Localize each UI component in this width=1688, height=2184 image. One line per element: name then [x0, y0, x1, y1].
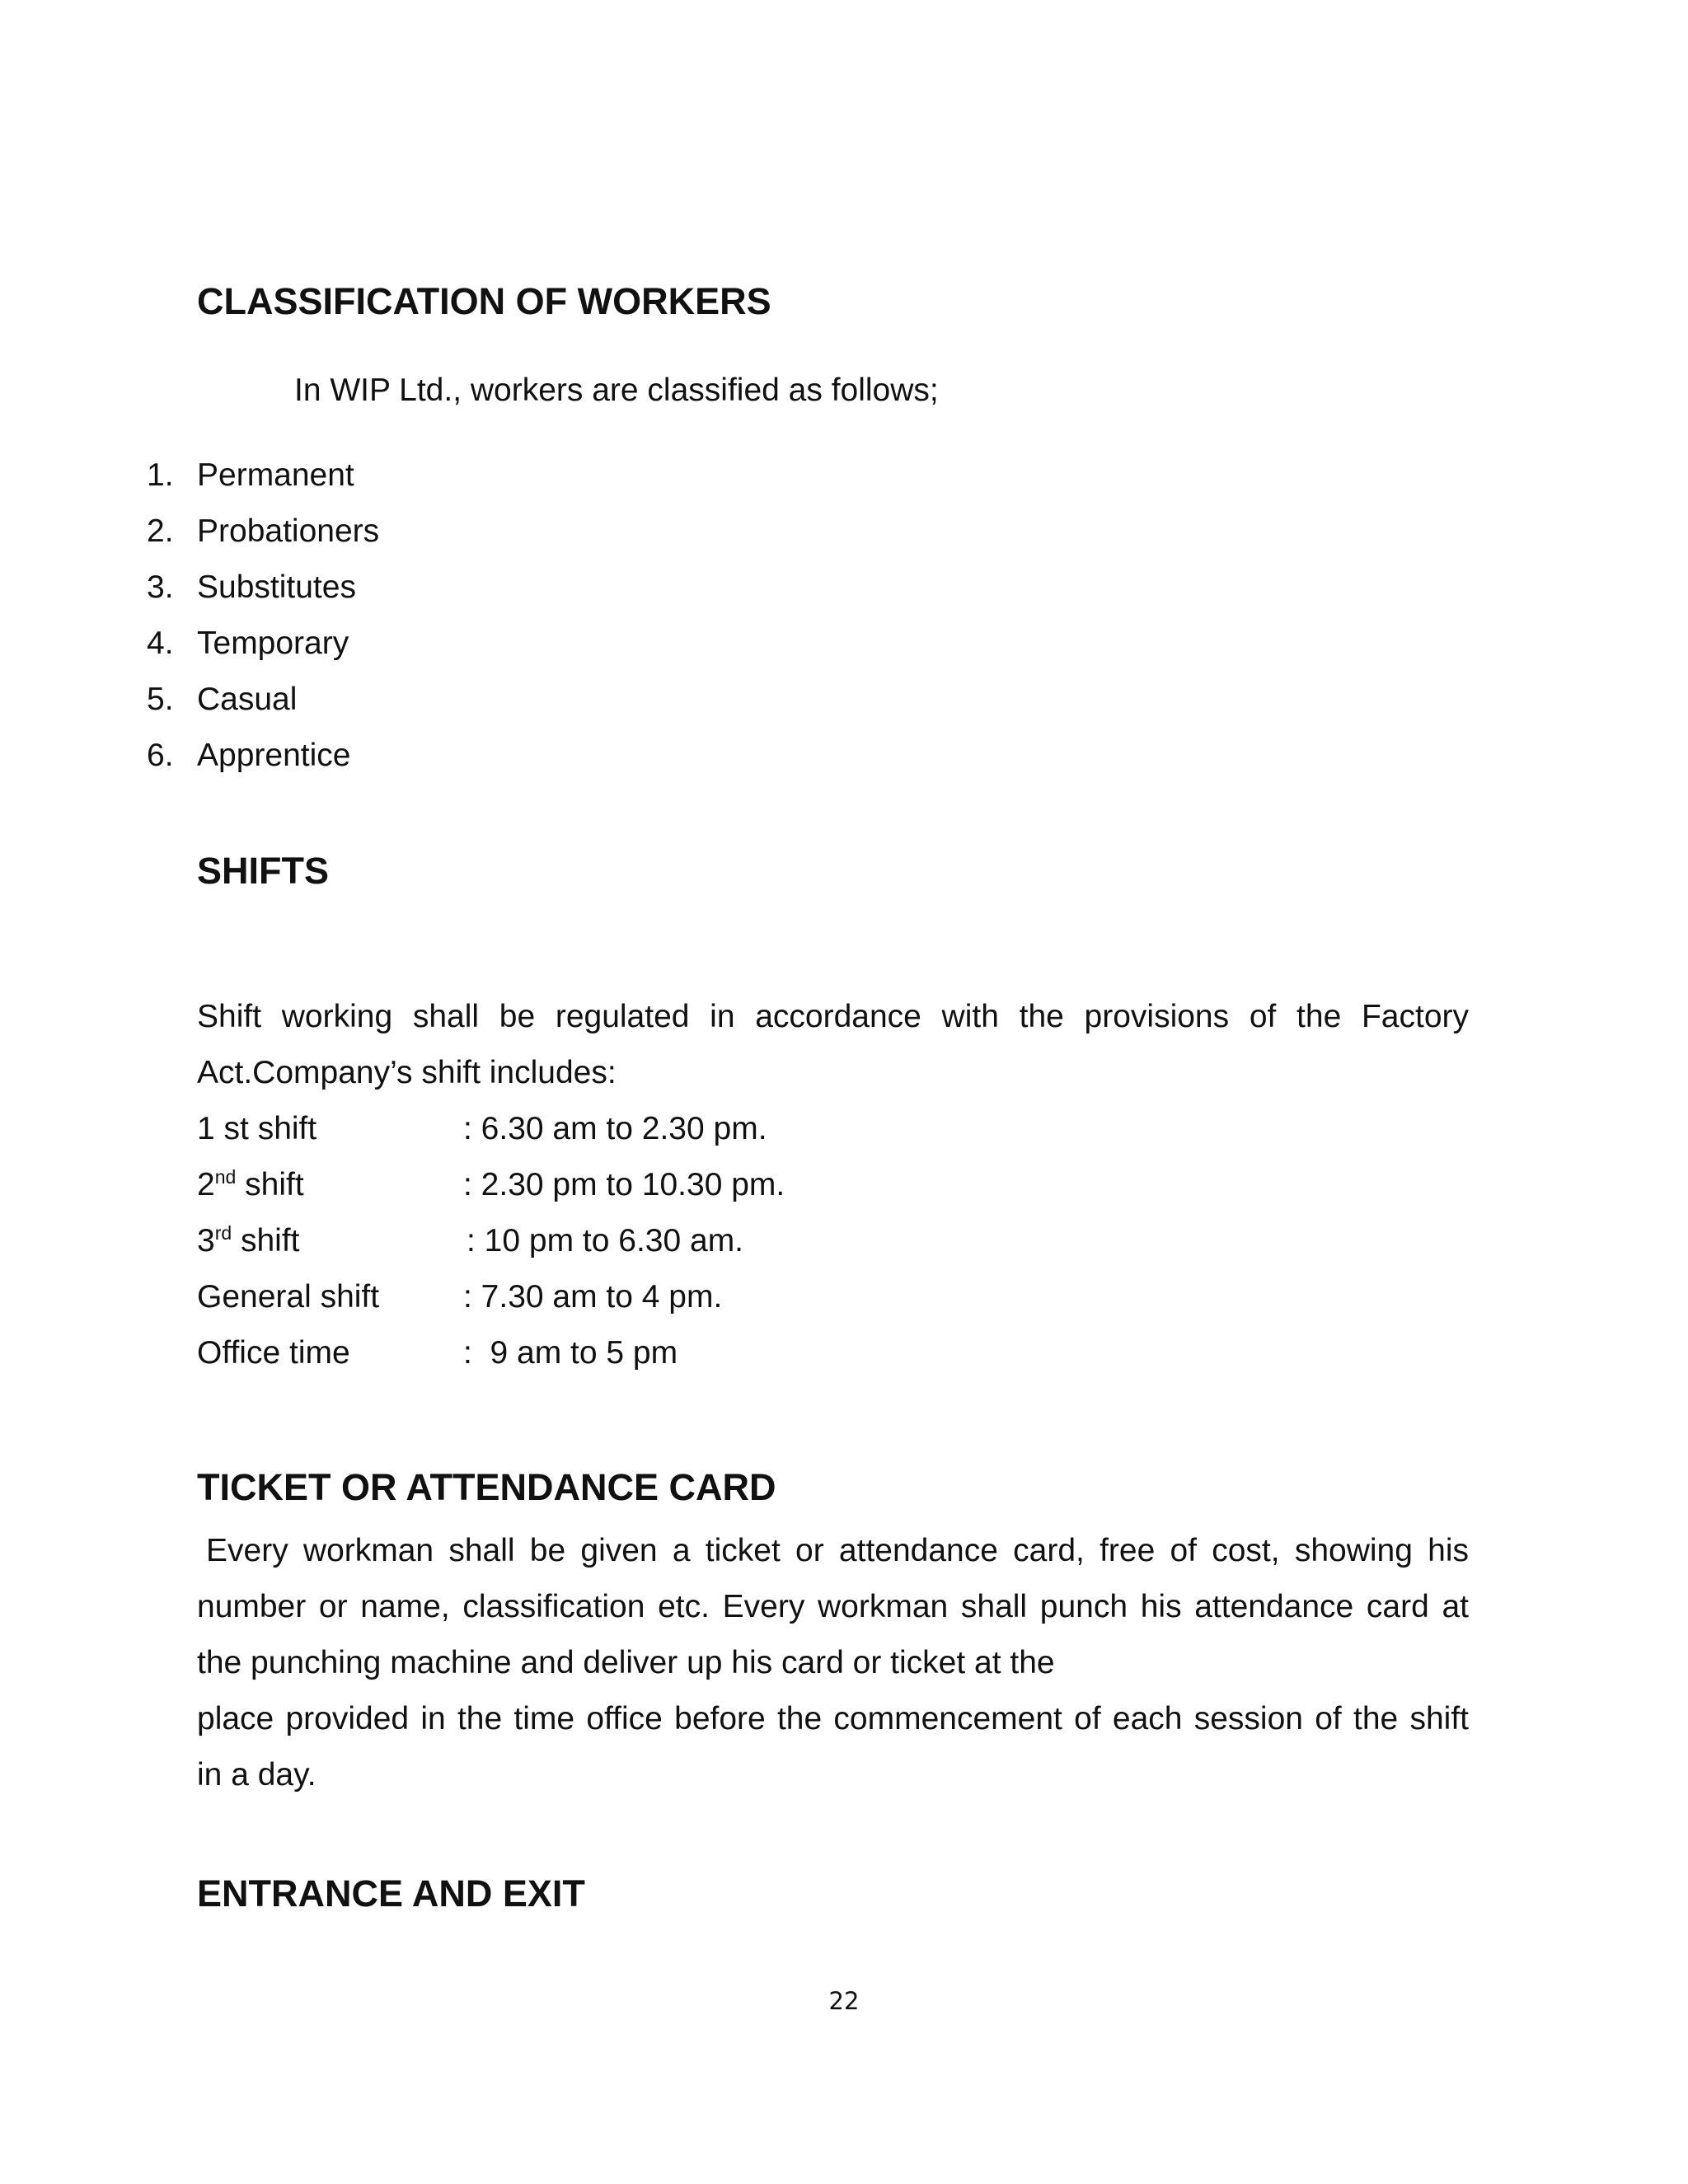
- classification-intro: In WIP Ltd., workers are classified as follows;: [294, 373, 939, 408]
- list-item-number: 1.: [147, 457, 174, 493]
- shift-time: : 2.30 pm to 10.30 pm.: [463, 1167, 785, 1202]
- list-item-number: 2.: [147, 513, 174, 549]
- list-item-label: Temporary: [197, 626, 349, 661]
- shift-label: 3rd shift: [197, 1222, 300, 1258]
- ticket-paragraph-line-4: place provided in the time office before the commencement of each session of the shift: [197, 1701, 1469, 1736]
- list-item-number: 3.: [147, 569, 174, 605]
- entrance-heading: ENTRANCE AND EXIT: [197, 1872, 585, 1915]
- list-item-number: 6.: [147, 738, 174, 773]
- shifts-paragraph-line-2: Act.Company’s shift includes:: [197, 1055, 617, 1090]
- shift-label: Office time: [197, 1335, 350, 1371]
- shift-time: : 9 am to 5 pm: [463, 1335, 678, 1371]
- list-item-label: Substitutes: [197, 569, 356, 605]
- classification-heading: CLASSIFICATION OF WORKERS: [197, 280, 771, 322]
- shift-time: : 6.30 am to 2.30 pm.: [463, 1111, 767, 1146]
- shift-label: General shift: [197, 1279, 380, 1315]
- list-item-label: Permanent: [197, 457, 354, 493]
- shift-time: : 10 pm to 6.30 am.: [467, 1223, 744, 1258]
- shift-label: 1 st shift: [197, 1111, 317, 1146]
- page-number: 22: [828, 1987, 860, 2015]
- list-item-label: Probationers: [197, 513, 380, 549]
- shift-time: : 7.30 am to 4 pm.: [463, 1279, 723, 1315]
- ticket-heading: TICKET OR ATTENDANCE CARD: [197, 1466, 776, 1508]
- shifts-paragraph-line-1: Shift working shall be regulated in accordance with the provisions of the Factory: [197, 999, 1469, 1034]
- list-item-number: 4.: [147, 626, 174, 661]
- ticket-paragraph-line-2: number or name, classification etc. Every workman shall punch his attendance card at: [197, 1589, 1469, 1624]
- list-item-label: Casual: [197, 682, 298, 717]
- shift-label: 2nd shift: [197, 1166, 304, 1202]
- list-item-number: 5.: [147, 682, 174, 717]
- shifts-heading: SHIFTS: [197, 850, 330, 892]
- ticket-paragraph-line-5: in a day.: [197, 1757, 316, 1793]
- ticket-paragraph-line-1: Every workman shall be given a ticket or attendance card, free of cost, showing his: [206, 1533, 1469, 1568]
- list-item-label: Apprentice: [197, 738, 351, 773]
- ticket-paragraph-line-3: the punching machine and deliver up his card or ticket at the: [197, 1645, 1055, 1680]
